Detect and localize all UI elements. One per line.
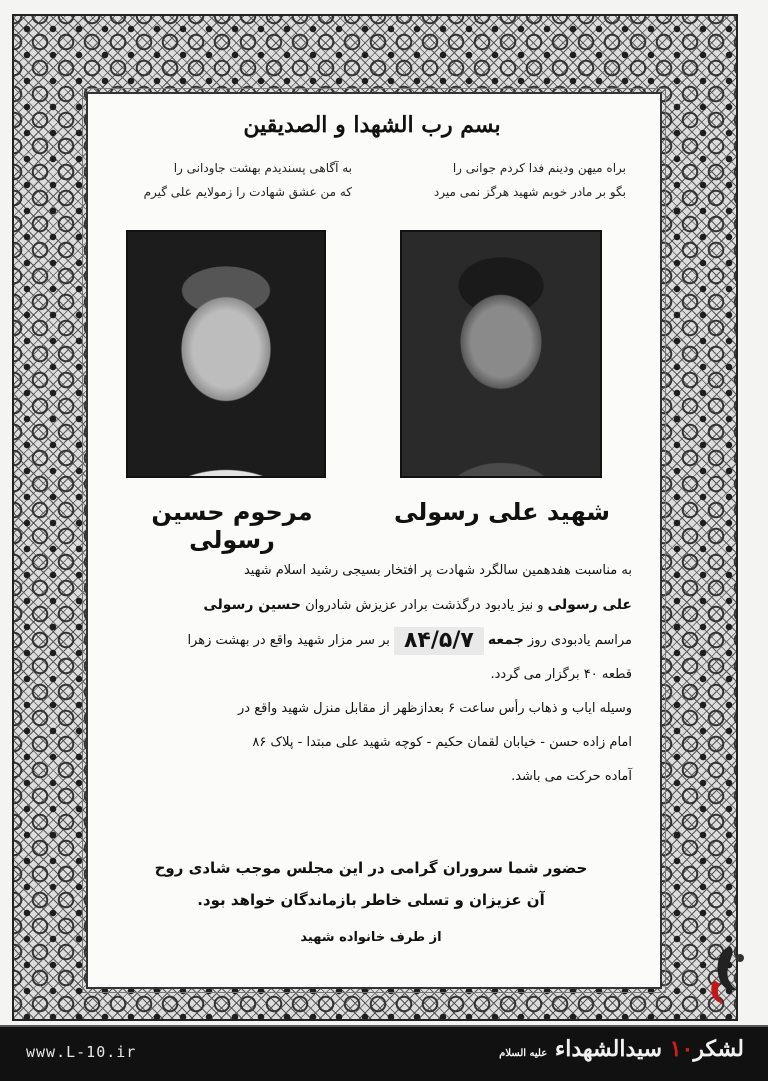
announcement-text: [102, 554, 632, 794]
site-brand: [499, 1036, 744, 1062]
body-line: آماده حرکت می باشد.: [511, 769, 632, 784]
body-line: امام زاده حسن - خیابان لقمان حکیم - کوچه شهید علی مبتدا - پلاک ۸۶: [252, 735, 632, 750]
lashkar-emblem-icon: [700, 940, 754, 1010]
event-date: ۸۴/۵/۷: [394, 627, 484, 655]
body-line: [102, 588, 632, 623]
family-signature: از طرف خانواده شهید: [300, 930, 442, 945]
poem-right-line: بگو بر مادر خوبم شهید هرگز نمی میرد: [433, 185, 626, 199]
brother-name: مرحوم حسین رسولی: [151, 498, 313, 554]
site-url-link[interactable]: www.L-10.ir: [26, 1043, 137, 1061]
header-text: بسم رب الشهدا و الصدیقین: [243, 112, 501, 138]
closing-line: حضور شما سروران گرامی در این مجلس موجب شادی روح: [154, 859, 588, 877]
martyr-name-inline: علی رسولی: [547, 597, 632, 613]
body-text-span: مراسم یادبودی روز: [523, 633, 632, 648]
body-text-span: بر سر مزار شهید واقع در بهشت زهرا: [187, 633, 394, 648]
closing-text: [106, 852, 636, 954]
poem-left-line: به آگاهی پسندیدم بهشت جاودانی را: [173, 161, 352, 175]
poem-left-line: که من عشق شهادت را زمولایم علی گیرم: [143, 185, 352, 199]
martyr-name: شهید علی رسولی: [393, 498, 611, 526]
poem-left: [122, 156, 352, 204]
brother-photo: [126, 230, 326, 478]
site-footer: [0, 1025, 768, 1081]
brand-text: سیدالشهداء: [554, 1036, 670, 1062]
poem-right: [396, 156, 626, 204]
brand-number: ۱۰: [669, 1036, 694, 1062]
poster-content: [92, 98, 656, 983]
event-day: جمعه: [487, 632, 524, 648]
body-text-span: و نیز یادبود درگذشت برادر عزیزش شادروان: [300, 598, 548, 613]
body-line: قطعه ۴۰ برگزار می گردد.: [490, 667, 632, 682]
brand-suffix: علیه السلام: [499, 1048, 548, 1059]
poster-header: [172, 112, 572, 138]
closing-line: آن عزیزان و تسلی خاطر بازماندگان خواهد بود.: [197, 891, 545, 909]
martyr-photo: [400, 230, 602, 478]
brand-text: لشکر: [693, 1036, 744, 1062]
body-line: به مناسبت هفدهمین سالگرد شهادت پر افتخار بسیجی رشید اسلام شهید: [243, 563, 632, 578]
poem-right-line: براه میهن ودینم فدا کردم جوانی را: [452, 161, 626, 175]
body-line: وسیله ایاب و ذهاب رأس ساعت ۶ بعدازظهر از مقابل منزل شهید واقع در: [238, 701, 632, 716]
body-line: [102, 623, 632, 658]
brother-name-inline: حسین رسولی: [203, 597, 301, 613]
